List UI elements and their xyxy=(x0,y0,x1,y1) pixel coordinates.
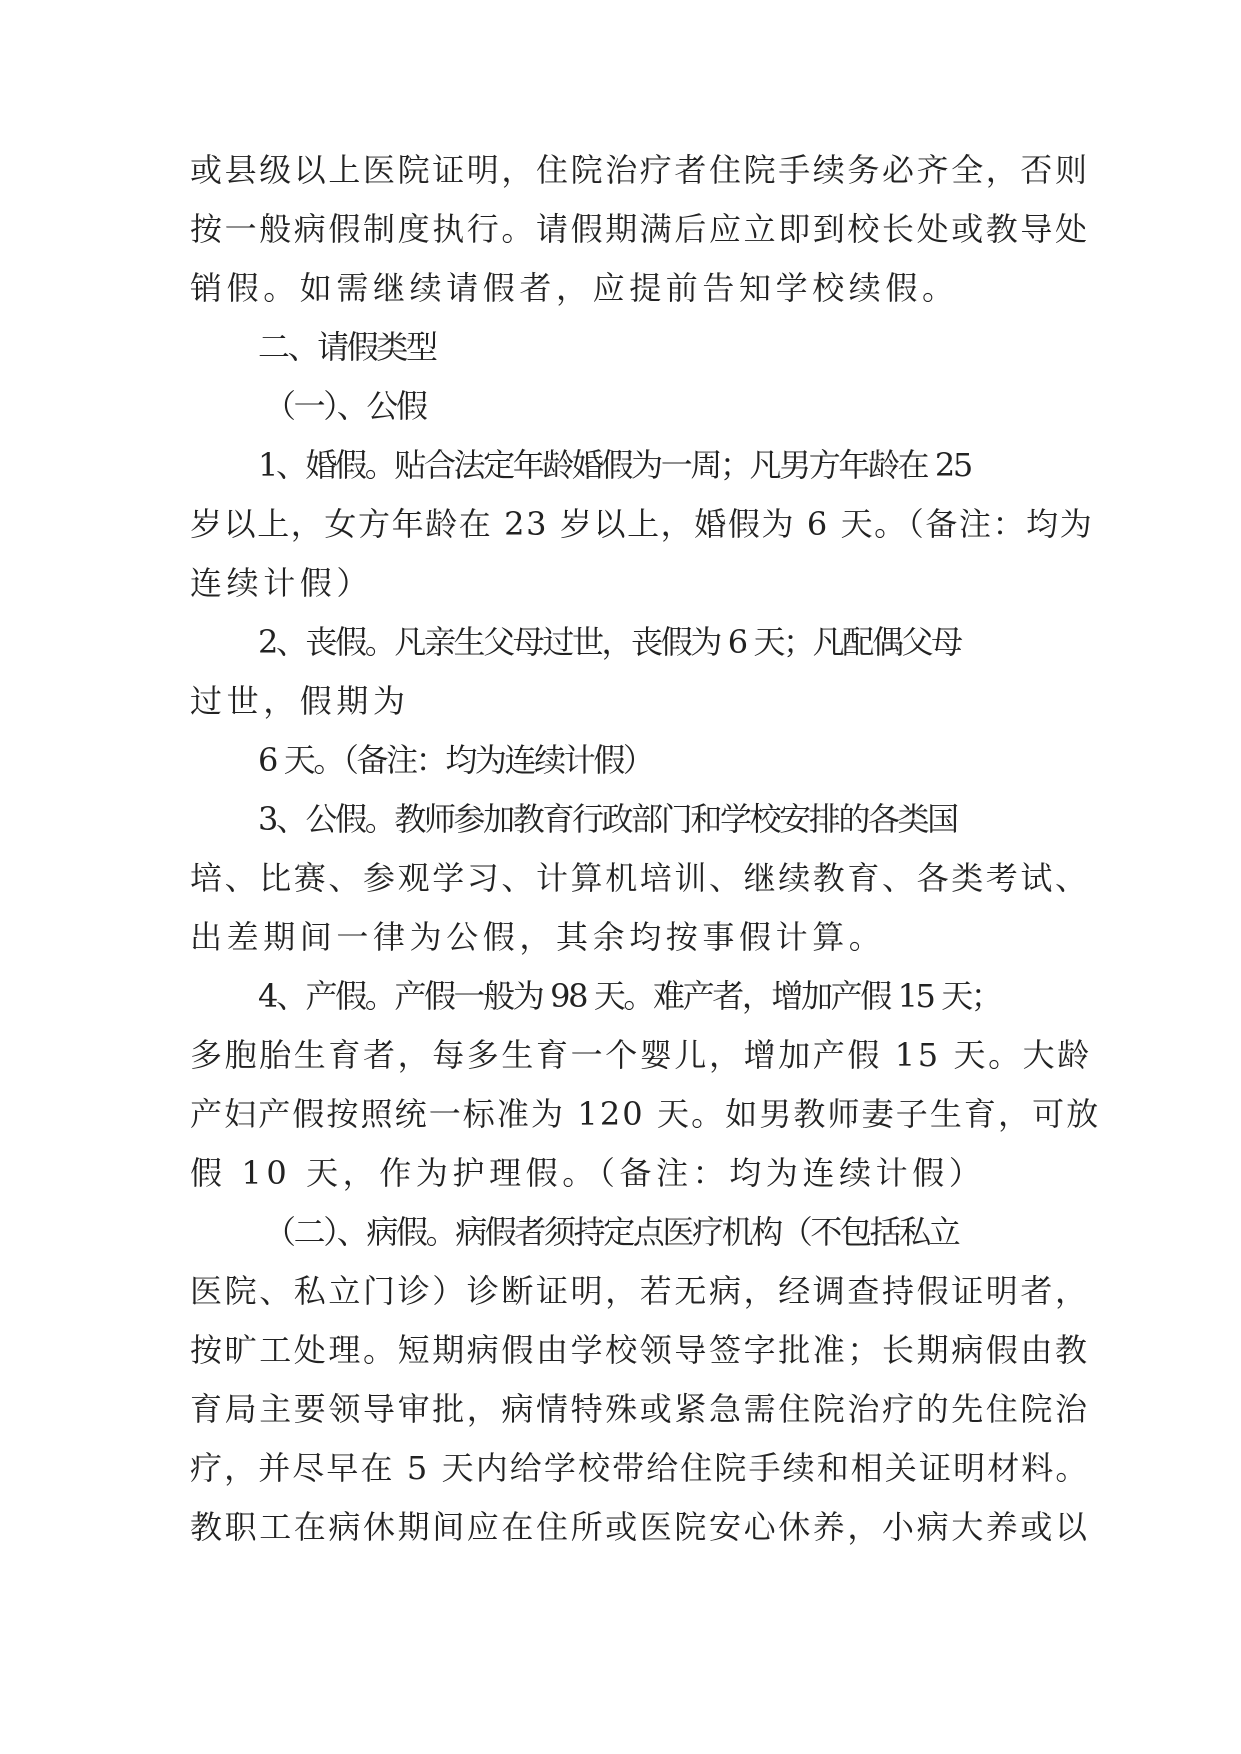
text-line: 或县级以上医院证明，住院治疗者住院手续务必齐全，否则 xyxy=(190,151,1090,189)
text-line: 培、比赛、参观学习、计算机培训、继续教育、各类考试、 xyxy=(190,859,1090,897)
text-line: 1、婚假。贴合法定年龄婚假为一周；凡男方年龄在 25 xyxy=(258,446,971,484)
text-line: 育局主要领导审批，病情特殊或紧急需住院治疗的先住院治 xyxy=(190,1390,1090,1428)
text-line: 6 天。（备注：均为连续计假） xyxy=(258,741,653,779)
text-line: 连续计假） xyxy=(190,564,374,602)
subsection-heading: （一）、公假 xyxy=(264,387,426,425)
text-line: 销假。如需继续请假者，应提前告知学校续假。 xyxy=(190,269,959,307)
text-line: 假 10 天，作为护理假。（备注：均为连续计假） xyxy=(190,1154,986,1192)
text-line: 2、丧假。凡亲生父母过世，丧假为 6 天；凡配偶父母 xyxy=(258,623,961,661)
text-line: 按旷工处理。短期病假由学校领导签字批准；长期病假由教 xyxy=(190,1331,1090,1369)
text-line: 产妇产假按照统一标准为 120 天。如男教师妻子生育，可放 xyxy=(190,1095,1101,1133)
text-line: 4、产假。产假一般为 98 天。难产者，增加产假 15 天； xyxy=(258,977,1001,1015)
text-line: 出差期间一律为公假，其余均按事假计算。 xyxy=(190,918,886,956)
text-line: 过世，假期为 xyxy=(190,682,410,720)
text-line: 3、公假。教师参加教育行政部门和学校安排的各类国 xyxy=(258,800,957,838)
text-line: 教职工在病休期间应在住所或医院安心休养，小病大养或以 xyxy=(190,1508,1090,1546)
text-line: （二）、病假。病假者须持定点医疗机构（不包括私立 xyxy=(264,1213,959,1251)
text-line: 多胞胎生育者，每多生育一个婴儿，增加产假 15 天。大龄 xyxy=(190,1036,1092,1074)
section-heading: 二、请假类型 xyxy=(258,328,436,366)
text-line: 疗，并尽早在 5 天内给学校带给住院手续和相关证明材料。 xyxy=(190,1449,1090,1487)
text-line: 医院、私立门诊）诊断证明，若无病，经调查持假证明者， xyxy=(190,1272,1090,1310)
text-line: 岁以上，女方年龄在 23 岁以上，婚假为 6 天。（备注：均为 xyxy=(190,505,1094,543)
text-line: 按一般病假制度执行。请假期满后应立即到校长处或教导处 xyxy=(190,210,1090,248)
